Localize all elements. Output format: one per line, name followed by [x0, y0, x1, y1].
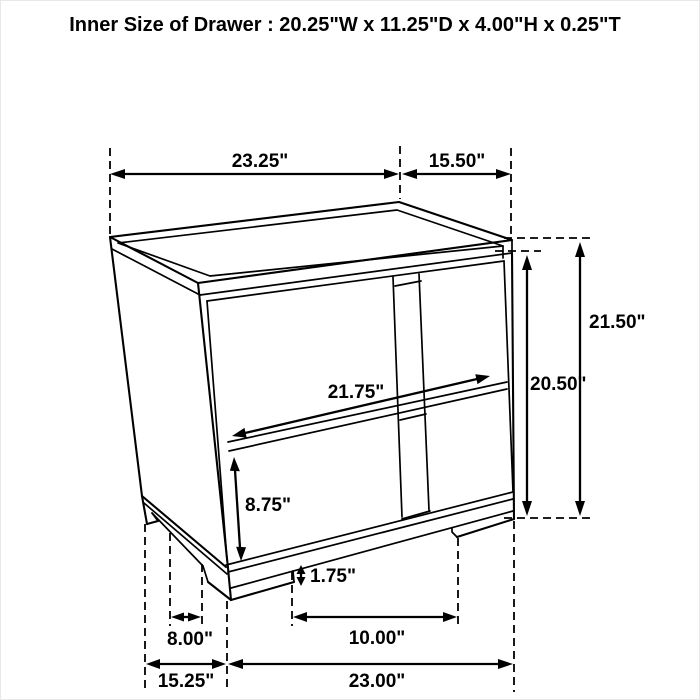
- dim-bottom-drawer-height-label: 8.75": [245, 495, 291, 516]
- dim-base-depth-arrow: [146, 659, 226, 669]
- left-side-panel: [110, 237, 228, 574]
- dim-base-depth-label: 15.25": [157, 671, 215, 692]
- dim-front-cutout-arrow: [293, 612, 457, 622]
- dim-base-width-arrow: [228, 659, 513, 669]
- dim-top-width-label: 23.25": [231, 151, 289, 172]
- dim-drawer-width-label: 21.75": [327, 382, 385, 403]
- dim-top-depth-label: 15.50": [428, 151, 486, 172]
- dim-toe-kick-label: 1.75": [310, 566, 356, 587]
- dim-base-width-label: 23.00": [348, 671, 406, 692]
- dim-case-height-label: 20.50": [530, 374, 587, 395]
- front-right-leg: [457, 519, 514, 537]
- dim-overall-height-label: 21.50": [589, 312, 646, 333]
- dim-bottom-drawer-height-arrow: [230, 457, 246, 561]
- front-right-leg-edge: [452, 528, 457, 537]
- side-cutout-top: [152, 513, 203, 566]
- dimension-labels: [158, 151, 646, 692]
- dim-front-cutout-label: 10.00": [348, 628, 406, 649]
- top-panel: [110, 202, 512, 295]
- dim-side-cutout-arrow: [171, 613, 201, 622]
- dim-side-cutout-label: 8.00": [167, 629, 213, 650]
- page-title: Inner Size of Drawer : 20.25"W x 11.25"D x 4.00"H x 0.25"T: [69, 14, 621, 36]
